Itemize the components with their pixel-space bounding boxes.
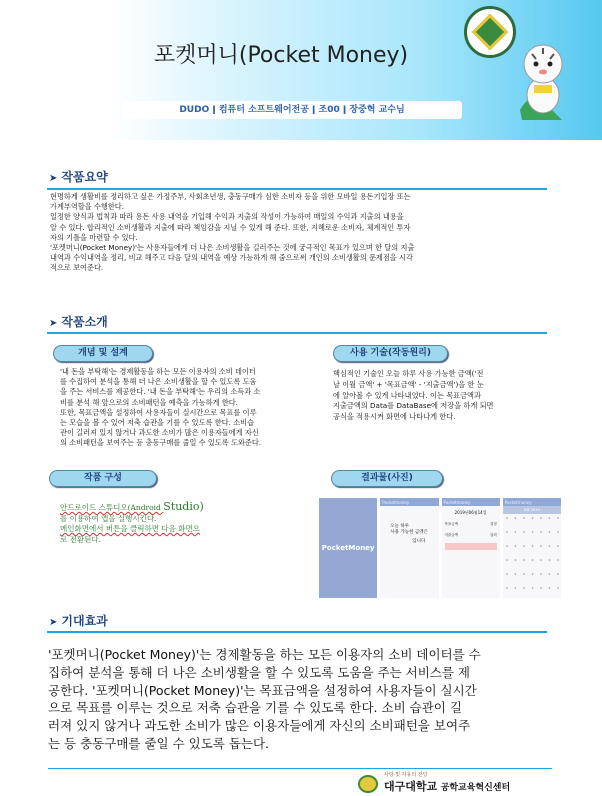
- calendar-day: [514, 573, 516, 575]
- footer-logo: 사랑·빛·자유의 전당 대구대학교 공학교육혁신센터: [356, 771, 546, 795]
- calendar-day: [531, 545, 533, 547]
- calendar-day: [514, 517, 516, 519]
- calendar-day: [506, 545, 508, 547]
- calendar-day: [523, 573, 525, 575]
- calendar-day: [548, 587, 550, 589]
- calendar-day: [506, 531, 508, 533]
- calendar-day: [531, 559, 533, 561]
- calendar-day: [557, 517, 559, 519]
- calendar-day: [531, 573, 533, 575]
- calendar-day: [540, 559, 542, 561]
- divider: [47, 631, 547, 633]
- team-info-bar: DUDO ǀ 컴퓨터 소프트웨어전공 ǀ 조00 ǀ 장중혁 교수님: [122, 101, 462, 119]
- calendar-day: [523, 531, 525, 533]
- calendar-day: [548, 559, 550, 561]
- calendar-day: [531, 587, 533, 589]
- university-seal-logo: [464, 6, 516, 58]
- calendar-day: [506, 573, 508, 575]
- calendar-day: [540, 545, 542, 547]
- tiger-mascot-image: [512, 40, 574, 122]
- results-label: 결과물(사진): [331, 470, 443, 487]
- university-emblem-icon: [358, 775, 378, 793]
- calendar-day: [506, 587, 508, 589]
- calendar-day: [531, 517, 533, 519]
- divider: [47, 188, 547, 190]
- calendar-day: [540, 573, 542, 575]
- calendar-day: [557, 573, 559, 575]
- calendar-day: [514, 545, 516, 547]
- effect-text: '포켓머니(Pocket Money)'는 경제활동을 하는 모든 이용자의 소비 데이터를 수 집하여 분석을 통해 더 나은 소비생활을 할 수 있도록 도움을 주는 서비스를 제 공한다. '포켓머니(Pocket Money)'는 목표금액을 설정하여 사용자들이 실시간 으로 목표를 이루는 것으로 저축 습관을 기를 수 있도록 한다. 소비 습관이 길 러져 있지 않거나 과도한 소비가 많은 이용자들에게 자신의 소비패턴을 보여주 는 등 충동구매를 줄일 수 있도록 돕는다.: [48, 647, 481, 751]
- calendar-day: [548, 573, 550, 575]
- calendar-screen: Pocketmoney 6월 2019: [503, 498, 561, 598]
- calendar-day: [540, 587, 542, 589]
- calendar-day: [557, 531, 559, 533]
- calendar-grid: [503, 514, 561, 594]
- concept-label: 개념 및 설계: [53, 345, 153, 362]
- calendar-day: [540, 517, 542, 519]
- tech-text: 핵심적인 기술인 오늘 하루 사용 가능한 금액('전 날 이월 금액' + '목표금액' - '지출금액')을 한 눈 에 알아볼 수 있게 나타내었다. 이는 목표금액과 지출금액의 Data를 DataBase에 저장을 하게 되면 공식을 적용시켜 화면에 나타나게 한다.: [333, 369, 494, 422]
- concept-text: '내 돈을 부탁해'는 경제활동을 하는 모든 이용자의 소비 데이터 를 수집하여 분석을 통해 더 나은 소비생활을 할 수 있도록 도움 을 주는 서비스를 제공한다. '내 돈을 부탁해'는 우리의 소득과 소 비를 분석 해 앞으로의 소비패턴을 예측을 가능하게 한다. 또한, 목표금액을 설정하여 사용자들이 실시간으로 목표를 이루 는 모습을 볼 수 있어 저축 습관을 기를 수 있도록 한다. 소비습 관이 길러져 있지 않거나 과도한 소비가 많은 이용자들에게 자신 의 소비패턴을 보여주는 등 충동구매를 줄일 수 있도록 도와준다.: [60, 367, 262, 448]
- calendar-day: [506, 517, 508, 519]
- calendar-day: [531, 531, 533, 533]
- summary-text: 현명하게 생활비를 정리하고 싶은 가정주부, 사회초년생, 충동구매가 심한 소비자 등을 위한 모바일 용돈기입장 또는 가계부역할을 수행한다. 일정한 양식과 법칙과 따라 용돈 사용 내역을 기입해 수익과 지출의 작성이 가능하여 매일의 수익과 지출의 내용을 알 수 있다. 합리적인 소비생활과 지출에 따라 책임감을 지닐 수 있게 해 준다. 또한, 지혜로운 소비자, 체계적인 투자 자의 기틀을 마련할 수 있다. '포켓머니(Pocket Money)'는 사용자들에게 더 나은 소비생활을 길러주는 것에 궁극적인 목표가 있으며 한 달의 지출 내역과 수익내역을 정리, 비교 해주고 다음 달의 내역을 예상 가능하게 해 줌으로써 개인의 소비생활의 문제점을 시각 적으로 보여준다.: [50, 192, 415, 273]
- calendar-day: [514, 531, 516, 533]
- calendar-day: [557, 545, 559, 547]
- calendar-day: [514, 587, 516, 589]
- calendar-day: [523, 559, 525, 561]
- calendar-day: [557, 559, 559, 561]
- tech-label: 사용 기술(작동원리): [333, 345, 448, 362]
- calendar-day: [548, 517, 550, 519]
- calendar-day: [557, 587, 559, 589]
- main-screen: Pocketmoney 오늘 하루 사용 가능한 금액은 입니다: [380, 498, 438, 598]
- summary-section-heading: ➤ 작품요약: [49, 170, 108, 184]
- calendar-day: [548, 545, 550, 547]
- calendar-day: [523, 517, 525, 519]
- calendar-day: [540, 531, 542, 533]
- effect-section-heading: ➤ 기대효과: [49, 614, 108, 628]
- page-title: 포켓머니(Pocket Money): [153, 43, 409, 68]
- divider: [48, 768, 552, 769]
- calendar-day: [548, 531, 550, 533]
- intro-section-heading: ➤ 작품소개: [49, 315, 108, 329]
- app-screenshots: [319, 498, 561, 598]
- structure-label: 작품 구성: [49, 470, 157, 487]
- calendar-day: [514, 559, 516, 561]
- structure-text: 안드로이드 스튜디오(Android Studio) 를 이용하여 앱을 실행시킨다. 메인화면에서 버튼을 클릭하면 다음 화면으 로 전환된다.: [60, 500, 204, 544]
- calendar-day: [523, 545, 525, 547]
- calendar-day: [523, 587, 525, 589]
- input-screen: Pocketmoney 2019년06월14일 목표금액 설정 지출금액 입력: [442, 498, 500, 598]
- splash-screen: PocketMoney: [319, 498, 377, 598]
- calendar-day: [506, 559, 508, 561]
- divider: [47, 332, 547, 334]
